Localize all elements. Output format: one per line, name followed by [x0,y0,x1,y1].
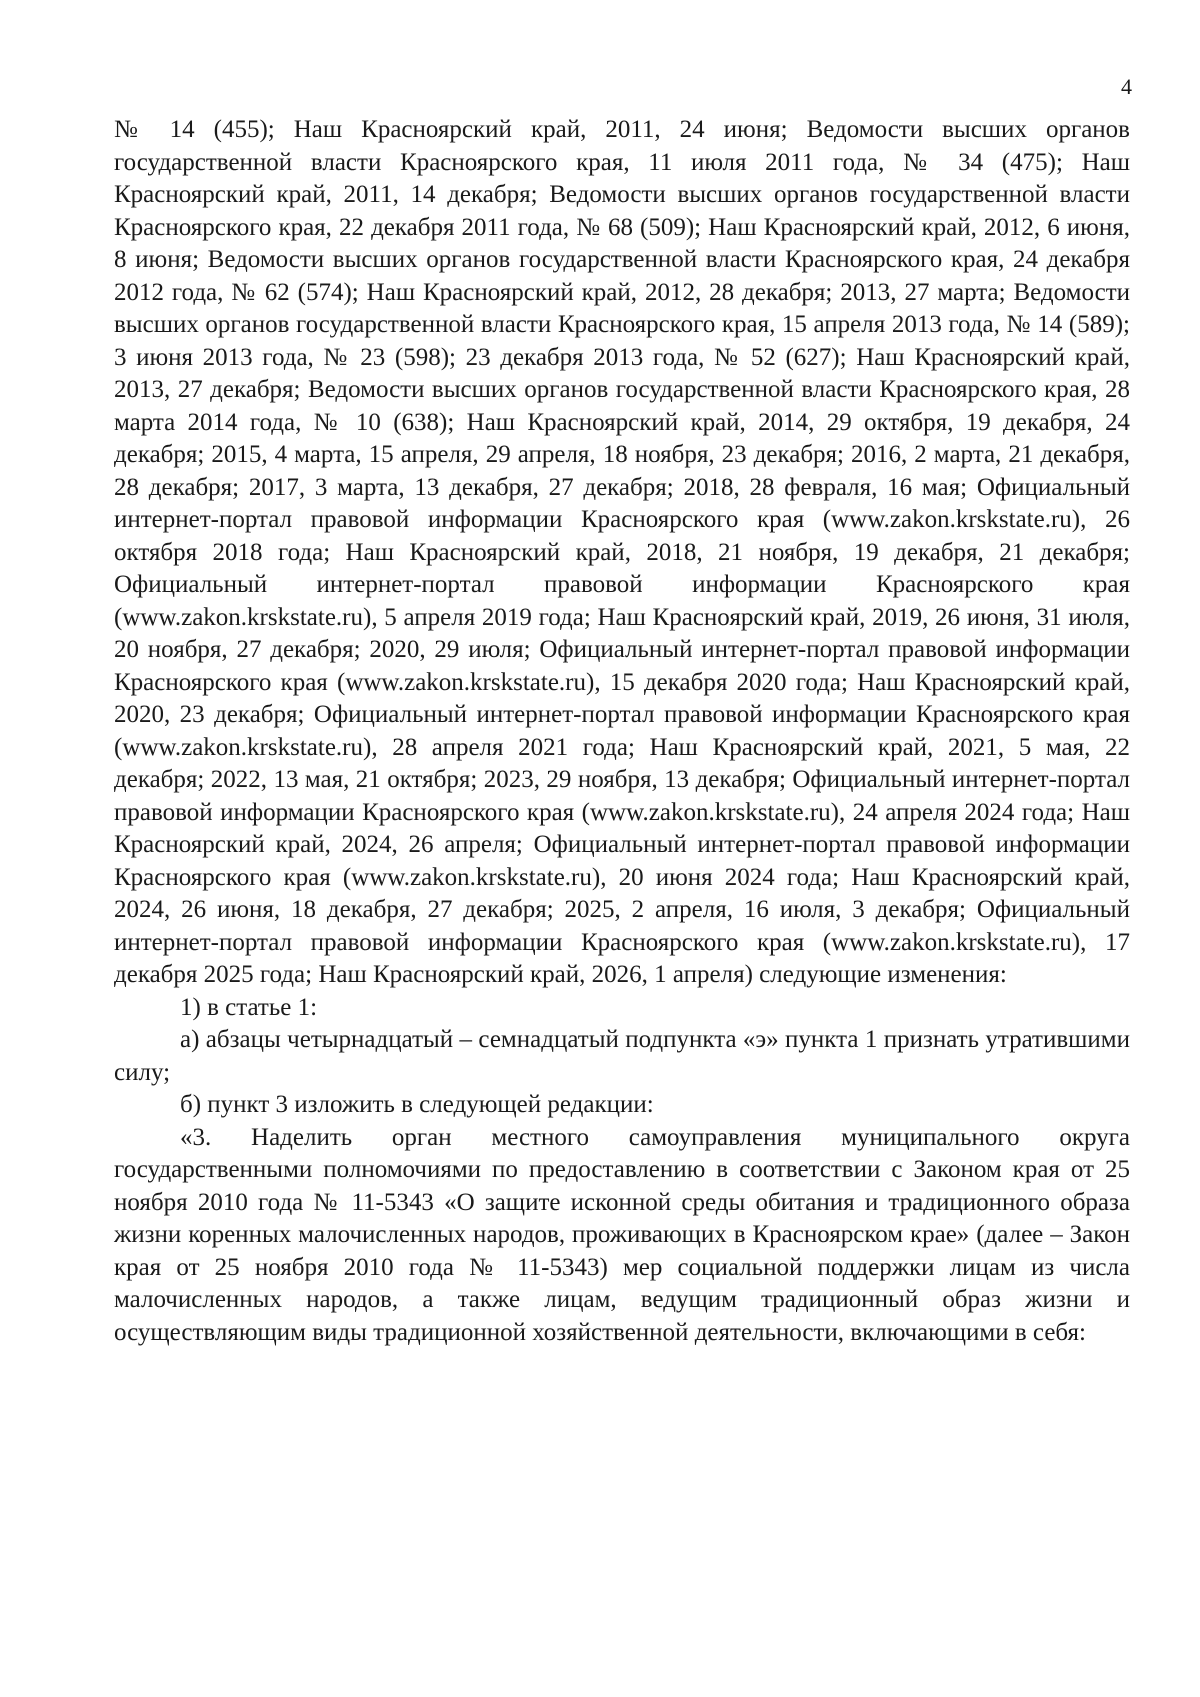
page-number: 4 [1121,74,1132,99]
paragraph-subitem-b: б) пункт 3 изложить в следующей редакции: [180,1091,654,1118]
paragraph-publication-list: № 14 (455); Наш Красноярский край, 2011, 24 июня; Ведомости высших органов государственной власти Красноярского края, 11 июля 2011 года, № 34 (475); Наш Красноярский край, 2011, 14 декабря; Ведомости высших органов государственной власти Красноярского края, 22 декабря 2011 года, № 68 (509); Наш Красноярский край, 2012, 6 июня, 8 июня; Ведомости высших органов государственной власти Красноярского края, 24 декабря 2012 года, № 62 (574); Наш Красноярский край, 2012, 28 декабря; 2013, 27 марта; Ведомости высших органов государственной власти Красноярского края, 15 апреля 2013 года, № 14 (589); 3 июня 2013 года, № 23 (598); 23 декабря 2013 года, № 52 (627); Наш Красноярский край, 2013, 27 декабря; Ведомости высших органов государственной власти Красноярского края, 28 марта 2014 года, № 10 (638); Наш Красноярский край, 2014, 29 октября, 19 декабря, 24 декабря; 2015, 4 марта, 15 апреля, 29 апреля, 18 ноября, 23 декабря; 2016, 2 марта, 21 декабря, 28 декабря; 2017, 3 марта, 13 декабря, 27 декабря; 2018, 28 февраля, 16 мая; Официальный интернет-портал правовой информации Красноярского края (www.zakon.krskstate.ru), 26 октября 2018 года; Наш Красноярский край, 2018, 21 ноября, 19 декабря, 21 декабря; Официальный интернет-портал правовой информации Красноярского края (www.zakon.krskstate.ru), 5 апреля 2019 года; Наш Красноярский край, 2019, 26 июня, 31 июля, 20 ноября, 27 декабря; 2020, 29 июля; Официальный интернет-портал правовой информации Красноярского края (www.zakon.krskstate.ru), 15 декабря 2020 года; Наш Красноярский край, 2020, 23 декабря; Официальный интернет-портал правовой информации Красноярского края (www.zakon.krskstate.ru), 28 апреля 2021 года; Наш Красноярский край, 2021, 5 мая, 22 декабря; 2022, 13 мая, 21 октября; 2023, 29 ноября, 13 декабря; Официальный интернет-портал правовой информации Красноярского края (www.zakon.krskstate.ru), 24 апреля 2024 года; Наш Красноярский край, 2024, 26 апреля; Официальный интернет-портал правовой информации Красноярского края (www.zakon.krskstate.ru), 20 июня 2024 года; Наш Красноярский край, 2024, 26 июня, 18 декабря, 27 декабря; 2025, 2 апреля, 16 июля, 3 декабря; Официальный интернет-портал правовой информации Красноярского края (www.zakon.krskstate.ru), 17 декабря 2025 года; Наш Красноярский край, 2026, 1 апреля) следующие изменения: [114,116,1130,988]
paragraph-point-3: «3. Наделить орган местного самоуправления муниципального округа государственными полномочиями по предоставлению в соответствии с Законом края от 25 ноября 2010 года № 11-5343 «О защите исконной среды обитания и традиционного образа жизни коренных малочисленных народов, проживающих в Красноярском крае» (далее – Закон края от 25 ноября 2010 года № 11-5343) мер социальной поддержки лицам из числа малочисленных народов, а также лицам, ведущим традиционный образ жизни и осуществляющим виды традиционной хозяйственной деятельности, включающими в себя: [114,1123,1130,1346]
paragraph-subitem-a: а) абзацы четырнадцатый – семнадцатый подпункта «э» пункта 1 признать утратившими силу; [114,1026,1130,1086]
document-body [114,114,1130,1349]
paragraph-article-1: 1) в статье 1: [180,993,318,1021]
